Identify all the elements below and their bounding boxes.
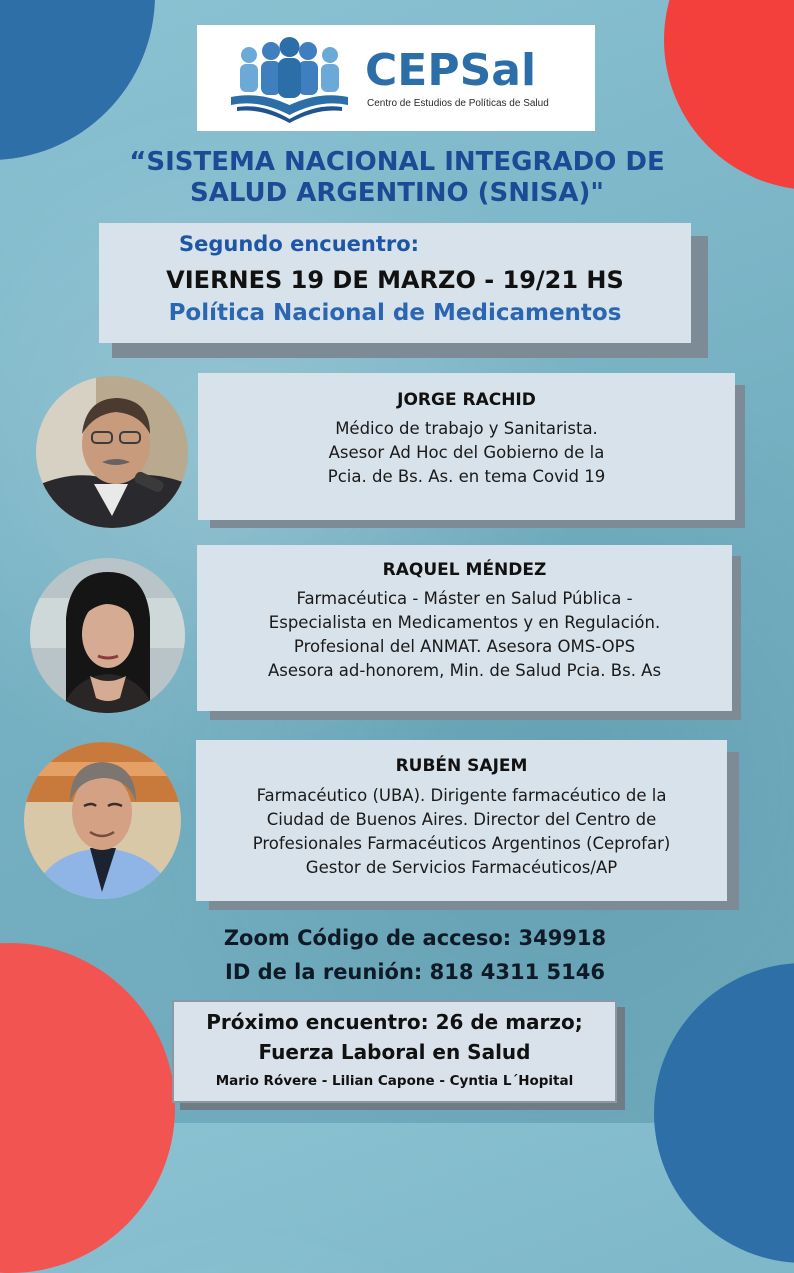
next-encounter-date: Próximo encuentro: 26 de marzo; [206, 1010, 583, 1034]
speaker-bio-2-line: Farmacéutica - Máster en Salud Pública - [296, 589, 633, 608]
speaker-bio-3 [196, 784, 727, 880]
event-title-line-2: SALUD ARGENTINO (SNISA)" [190, 178, 604, 208]
corner-circle-bottom-left [0, 943, 175, 1273]
event-title-line-1: “SISTEMA NACIONAL INTEGRADO DE [129, 147, 665, 177]
speaker-bio-1-line: Asesor Ad Hoc del Gobierno de la [328, 443, 605, 462]
logo-banner [197, 25, 595, 131]
zoom-access-code: Zoom Código de acceso: 349918 [223, 926, 607, 950]
event-title [80, 147, 714, 209]
speaker-bio-2-line: Asesora ad-honorem, Min. de Salud Pcia. Bs. As [267, 661, 662, 680]
encounter-date: VIERNES 19 DE MARZO - 19/21 HS [166, 266, 624, 294]
speaker-bio-3-line: Gestor de Servicios Farmacéuticos/AP [305, 858, 618, 877]
speaker-bio-2-line: Especialista en Medicamentos y en Regulación. [268, 613, 661, 632]
encounter-panel [99, 223, 691, 343]
speaker-photo-1 [36, 376, 188, 528]
speaker-photo-2 [30, 558, 185, 713]
encounter-label: Segundo encuentro: [179, 232, 420, 256]
speaker-panel-2 [197, 545, 732, 711]
speaker-panel-1 [198, 373, 735, 520]
corner-circle-bottom-right [654, 963, 794, 1263]
next-encounter-speakers: Mario Róvere - Lilian Capone - Cyntia L´Hopital [215, 1073, 574, 1089]
speaker-bio-1-line: Pcia. de Bs. As. en tema Covid 19 [327, 467, 606, 486]
next-encounter-topic: Fuerza Laboral en Salud [258, 1040, 531, 1064]
speaker-bio-1 [198, 417, 735, 489]
speaker-bio-3-line: Ciudad de Buenos Aires. Director del Centro de [266, 810, 657, 829]
speaker-bio-3-line: Profesionales Farmacéuticos Argentinos (Ceprofar) [252, 834, 671, 853]
speaker-panel-3 [196, 740, 727, 901]
people-book-icon [227, 35, 352, 123]
speaker-bio-1-line: Médico de trabajo y Sanitarista. [335, 419, 598, 438]
zoom-meeting-id: ID de la reunión: 818 4311 5146 [225, 960, 605, 984]
logo-subtitle: Centro de Estudios de Políticas de Salud [367, 98, 549, 109]
speaker-bio-2-line: Profesional del ANMAT. Asesora OMS-OPS [293, 637, 636, 656]
speaker-name-3: RUBÉN SAJEM [395, 756, 528, 776]
encounter-topic: Política Nacional de Medicamentos [168, 300, 622, 326]
speaker-name-2: RAQUEL MÉNDEZ [382, 560, 547, 580]
corner-circle-top-left [0, 0, 155, 160]
speaker-name-1: JORGE RACHID [397, 390, 536, 410]
speaker-bio-3-line: Farmacéutico (UBA). Dirigente farmacéutico de la [256, 786, 667, 805]
speaker-bio-2 [197, 587, 732, 683]
logo-name: CEPSal [365, 45, 537, 96]
speaker-photo-3 [24, 742, 181, 899]
